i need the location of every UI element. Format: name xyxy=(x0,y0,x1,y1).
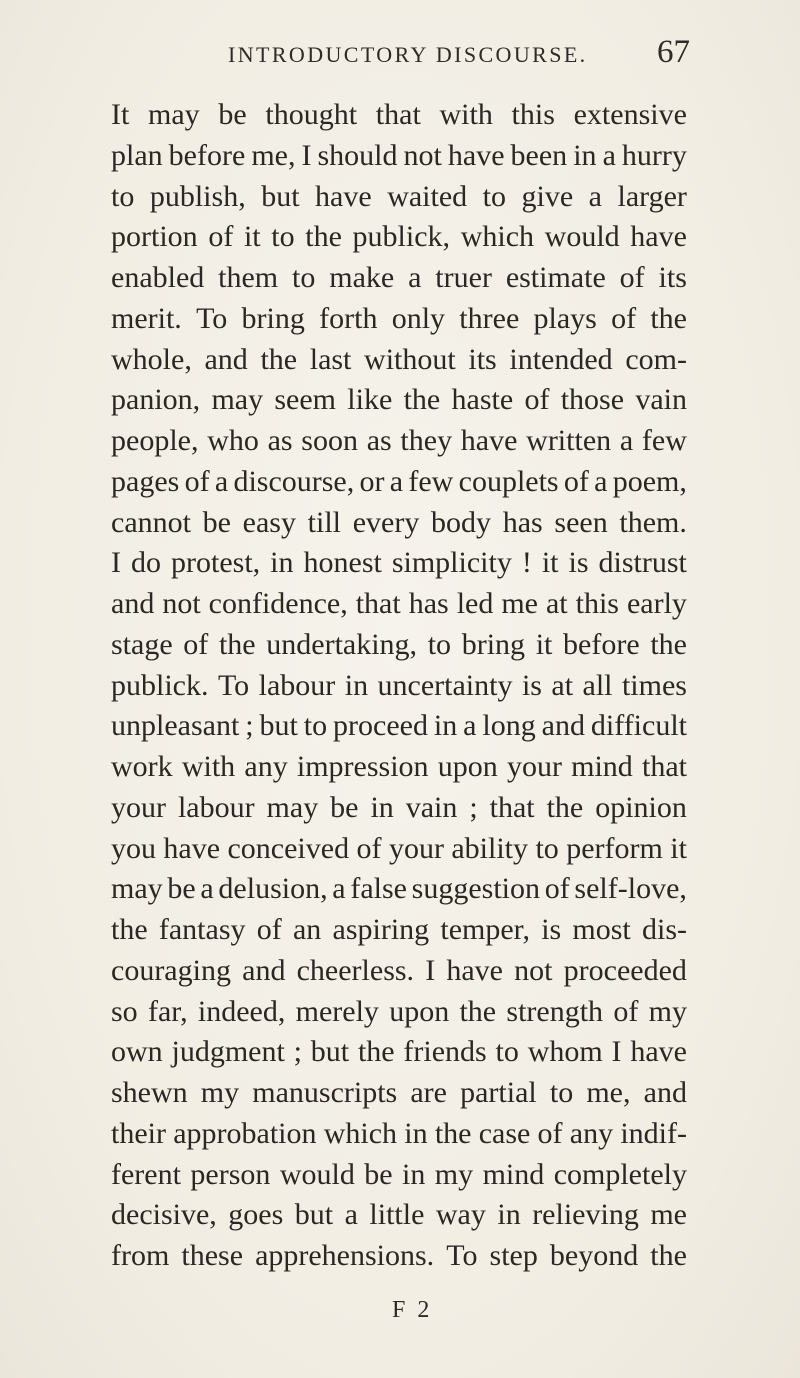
text-line: stage of the undertaking, to bring it before the xyxy=(111,627,687,661)
text-line: and not confidence, that has led me at this early xyxy=(111,587,687,620)
text-line: whole, and the last without its intended com- xyxy=(111,342,687,376)
text-line: portion of it to the publick, which would have xyxy=(111,220,687,254)
text-line: their approbation which in the case of any indif- xyxy=(111,1116,687,1150)
text-line: couraging and cheerless. I have not proceeded xyxy=(111,953,687,987)
text-line: own judgment ; but the friends to whom I have xyxy=(111,1035,687,1069)
text-line: the fantasy of an aspiring temper, is most dis- xyxy=(111,913,687,946)
text-line: shewn my manuscripts are partial to me, and xyxy=(111,1076,687,1109)
text-line: cannot be easy till every body has seen them. xyxy=(111,505,687,539)
text-line: It may be thought that with this extensive xyxy=(111,98,687,131)
text-line: decisive, goes but a little way in relieving me xyxy=(111,1198,687,1232)
text-line: may be a delusion, a false suggestion of self-love, xyxy=(111,872,687,906)
page-number: 67 xyxy=(657,34,690,70)
text-line: people, who as soon as they have written a few xyxy=(111,424,687,457)
text-line: panion, may seem like the haste of those vain xyxy=(111,383,687,417)
text-line: ferent person would be in my mind completely xyxy=(111,1157,687,1191)
text-line: so far, indeed, merely upon the strength of my xyxy=(111,994,687,1028)
text-line: merit. To bring forth only three plays of the xyxy=(111,301,687,335)
text-line: publick. To labour in uncertainty is at all times xyxy=(111,668,687,702)
text-line: to publish, but have waited to give a larger xyxy=(111,179,687,213)
text-line: I do protest, in honest simplicity ! it is distrust xyxy=(111,546,687,580)
text-line: pages of a discourse, or a few couplets of a poem, xyxy=(111,464,687,498)
text-line: you have conceived of your ability to perform it xyxy=(111,831,687,865)
text-line: work with any impression upon your mind that xyxy=(111,750,687,783)
text-line: enabled them to make a truer estimate of its xyxy=(111,261,687,294)
page-header xyxy=(228,34,690,78)
text-line: your labour may be in vain ; that the opinion xyxy=(111,790,687,824)
text-line: from these apprehensions. To step beyond the xyxy=(111,1239,687,1272)
text-line: plan before me, I should not have been in a hurry xyxy=(111,138,687,172)
text-line: unpleasant ; but to proceed in a long and difficult xyxy=(111,709,687,743)
signature-mark: F 2 xyxy=(392,1297,433,1323)
running-head: INTRODUCTORY DISCOURSE. xyxy=(228,42,588,67)
